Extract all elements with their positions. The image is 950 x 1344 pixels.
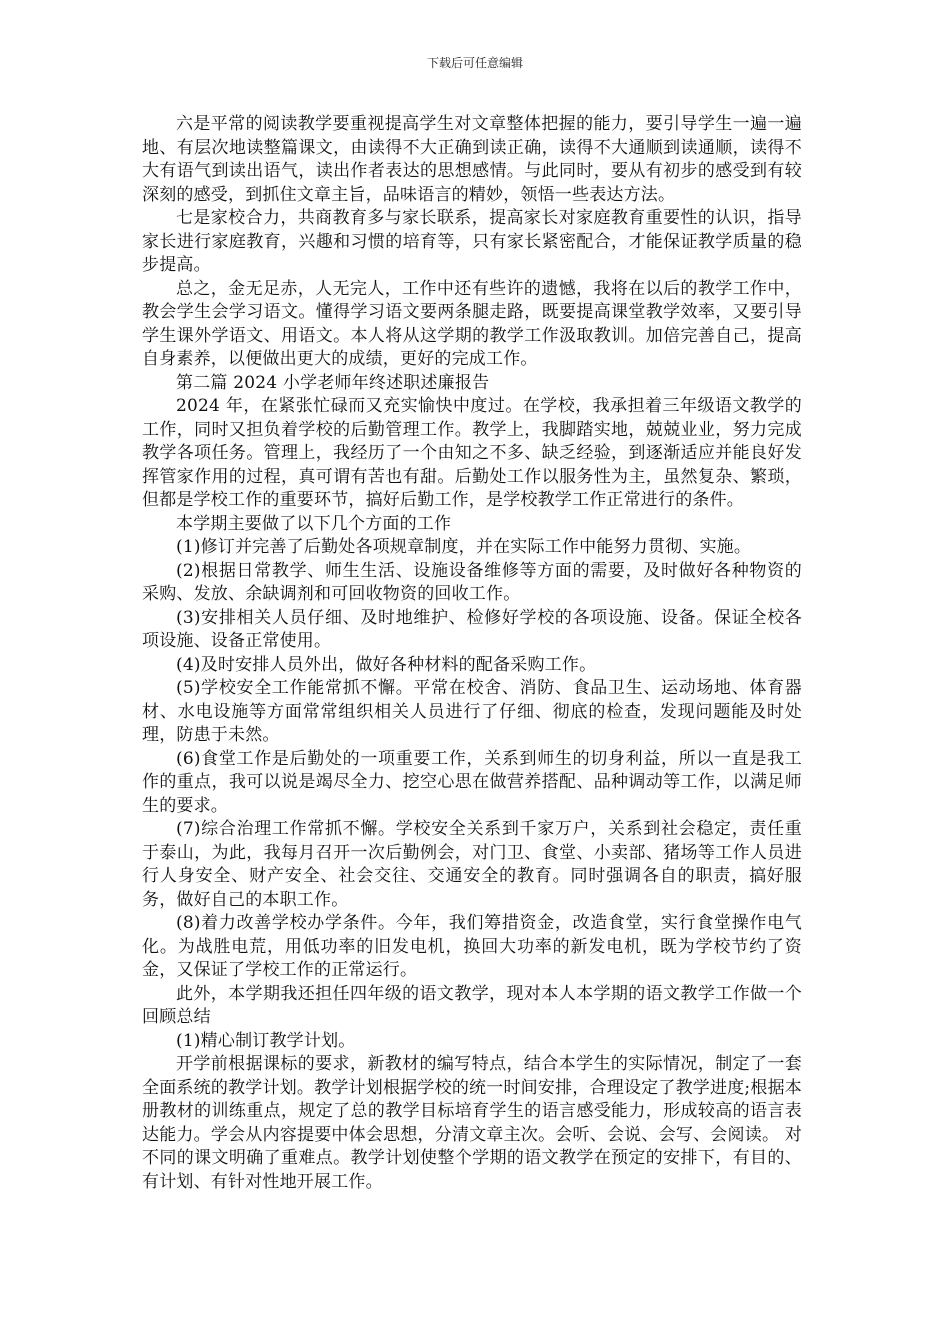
list-item: (1)修订并完善了后勤处各项规章制度，并在实际工作中能努力贯彻、实施。 [176,537,752,557]
paragraph: 2024 年，在紧张忙碌而又充实愉快中度过。在学校，我承担着三年级语文教学的工作，同时又担负着学校的后勤管理工作。教学上，我脚踏实地，兢兢业业，努力完成教学各项任务。管理上，我经历了一个由知之不多、缺乏经验，到逐渐适应并能良好发挥管家作用的过程，真可谓有苦也有甜。后勤处工作以服务性为主，虽然复杂、繁琐，但都是学校工作的重要环节，搞好后勤工作，是学校教学工作正常进行的条件。 [142,396,802,510]
list-item: (5)学校安全工作能常抓不懈。平常在校舍、消防、食品卫生、运动场地、体育器材、水电设施等方面常常组织相关人员进行了仔细、彻底的检查，发现问题能及时处理，防患于未然。 [142,678,802,745]
paragraph: 开学前根据课标的要求，新教材的编写特点，结合本学生的实际情况，制定了一套全面系统的教学计划。教学计划根据学校的统一时间安排，合理设定了教学进度;根据本册教材的训练重点，规定了总的教学目标培育学生的语言感受能力，形成较高的语言表达能力。学会从内容提要中体会思想，分清文章主次。会听、会说、会写、会阅读。 对不同的课文明确了重难点。教学计划使整个学期的语文教学在预定的安排下，有目的、有计划、有针对性地开展工作。 [142,1054,802,1192]
page-header: 下载后可任意编辑 [426,56,523,70]
section-title: 第二篇 2024 小学老师年终述职述廉报告 [176,372,490,393]
paragraph: 总之，金无足赤，人无完人，工作中还有些许的遗憾，我将在以后的教学工作中，教会学生会学习语文。懂得学习语文要两条腿走路，既要提高课堂教学效率，又要引导学生课外学语文、用语文。本人将从这学期的教学工作汲取教训。加倍完善自己，提高自身素养，以便做出更大的成绩，更好的完成工作。 [142,278,802,369]
paragraph: 此外，本学期我还担任四年级的语文教学，现对本人本学期的语文教学工作做一个回顾总结 [142,983,802,1027]
list-item: (3)安排相关人员仔细、及时地维护、检修好学校的各项设施、设备。保证全校各项设施、设备正常使用。 [142,607,802,651]
paragraph: 六是平常的阅读教学要重视提高学生对文章整体把握的能力，要引导学生一遍一遍地、有层次地读整篇课文，由读得不大正确到读正确，读得不大通顺到读通顺，读得不大有语气到读出语气，读出作者表达的思想感情。与此同时，要从有初步的感受到有较深刻的感受，到抓住文章主旨，品味语言的精妙，领悟一些表达方法。 [142,114,802,205]
list-item: (7)综合治理工作常抓不懈。学校安全关系到千家万户，关系到社会稳定，责任重于泰山，为此，我每月召开一次后勤例会，对门卫、食堂、小卖部、猪场等工作人员进行人身安全、财产安全、社会交往、交通安全的教育。同时强调各自的职责，搞好服务，做好自己的本职工作。 [142,819,802,910]
paragraph: 本学期主要做了以下几个方面的工作 [176,513,452,534]
list-item: (2)根据日常教学、师生生活、设施设备维修等方面的需要，及时做好各种物资的采购、发放、余缺调剂和可回收物资的回收工作。 [142,560,802,604]
document-body [142,113,802,1194]
list-item: (6)食堂工作是后勤处的一项重要工作，关系到师生的切身利益，所以一直是我工作的重点，我可以说是竭尽全力、挖空心思在做营养搭配、品种调动等工作，以满足师生的要求。 [142,748,802,816]
list-item: (8)着力改善学校办学条件。今年，我们筹措资金，改造食堂，实行食堂操作电气化。为战胜电荒，用低功率的旧发电机，换回大功率的新发电机，既为学校节约了资金，又保证了学校工作的正常运行。 [142,913,802,980]
paragraph: 七是家校合力，共商教育多与家长联系，提高家长对家庭教育重要性的认识，指导家长进行家庭教育，兴趣和习惯的培育等，只有家长紧密配合，才能保证教学质量的稳步提高。 [142,208,802,275]
list-item: (4)及时安排人员外出，做好各种材料的配备采购工作。 [176,654,597,675]
list-item: (1)精心制订教学计划。 [176,1030,356,1051]
